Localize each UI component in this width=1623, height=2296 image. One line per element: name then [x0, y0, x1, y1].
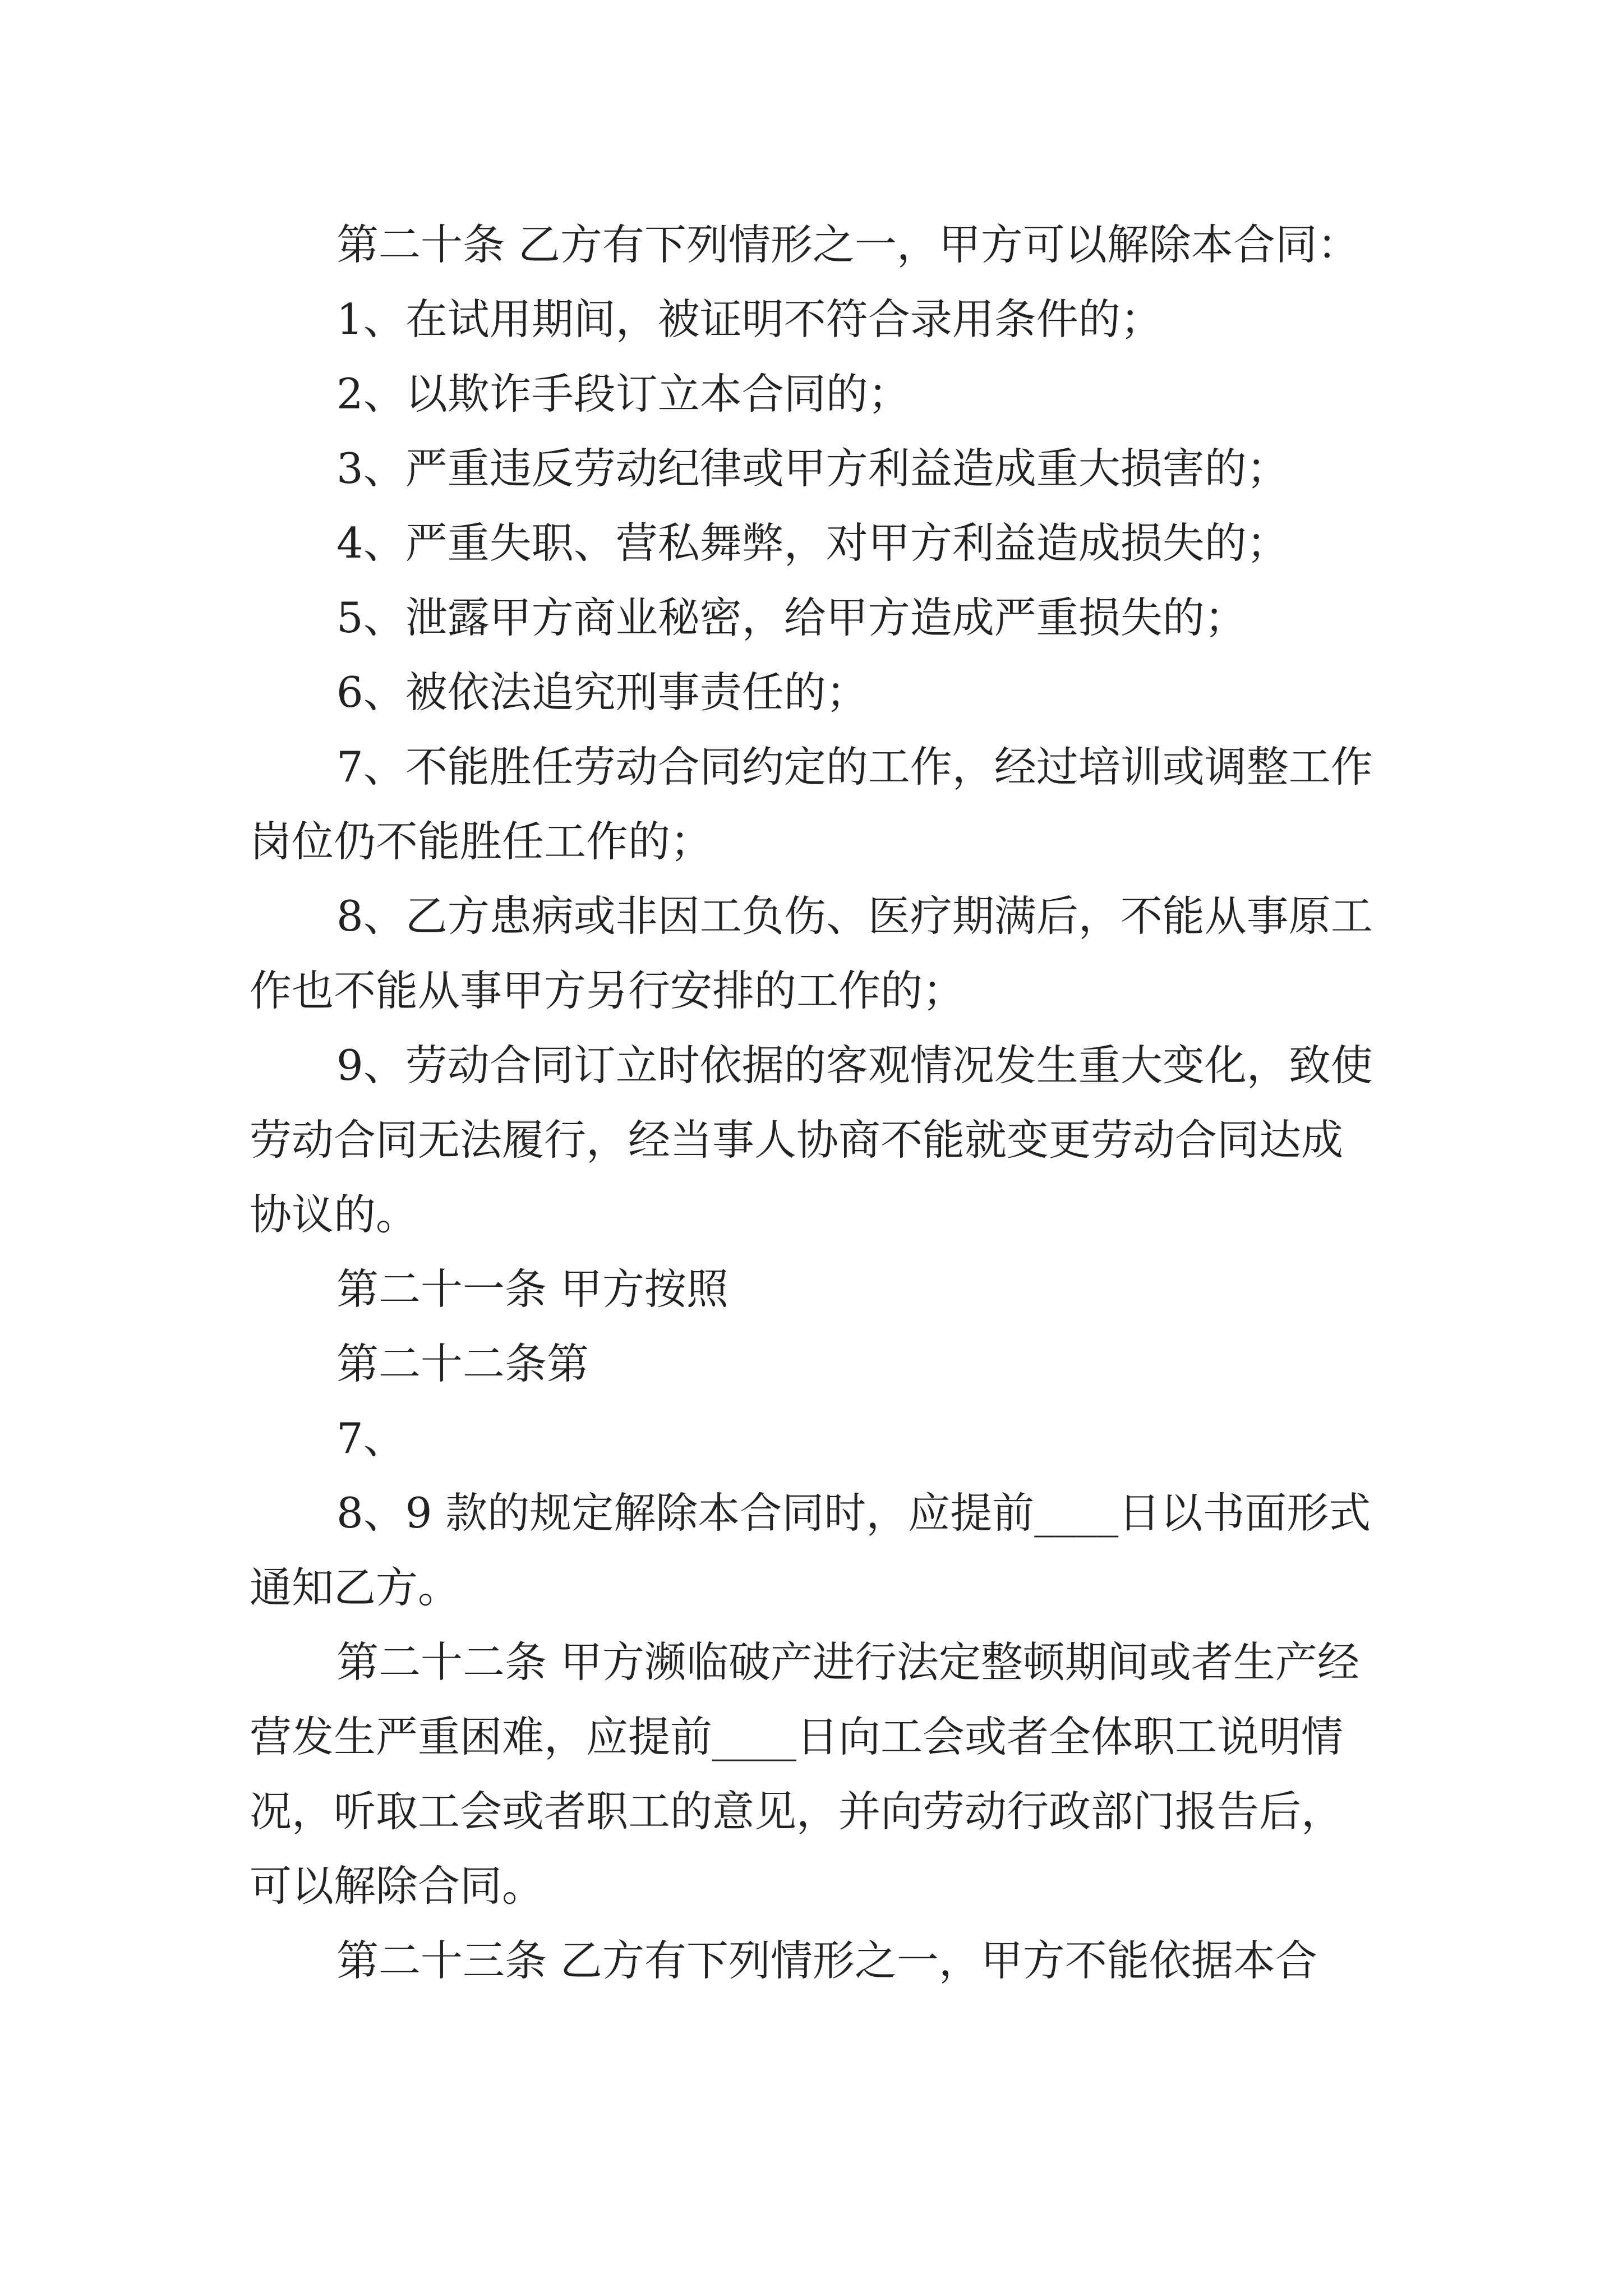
paragraph-item-7-ref: 7、	[336, 1414, 405, 1463]
paragraph-article-21: 第二十一条 甲方按照	[336, 1264, 728, 1314]
list-item-9: 9、劳动合同订立时依据的客观情况发生重大变化，致使劳动合同无法履行，经当事人协商不能就变更劳动合同达成协议的。	[250, 1041, 1373, 1239]
paragraph-article-20: 第二十条 乙方有下列情形之一，甲方可以解除本合同：	[336, 220, 1359, 269]
document-body	[250, 208, 1382, 1998]
list-item-3: 3、严重违反劳动纪律或甲方利益造成重大损害的；	[336, 444, 1289, 493]
list-item-7: 7、不能胜任劳动合同约定的工作，经过培训或调整工作岗位仍不能胜任工作的；	[250, 742, 1373, 866]
paragraph-article-22-ref: 第二十二条第	[336, 1339, 589, 1388]
paragraph-notice-clause: 8、9 款的规定解除本合同时，应提前____日以书面形式通知乙方。	[250, 1488, 1371, 1612]
list-item-8: 8、乙方患病或非因工负伤、医疗期满后，不能从事原工作也不能从事甲方另行安排的工作的；	[250, 891, 1373, 1015]
list-item-5: 5、泄露甲方商业秘密，给甲方造成严重损失的；	[336, 593, 1247, 642]
list-item-6: 6、被依法追究刑事责任的；	[336, 668, 868, 717]
list-item-1: 1、在试用期间，被证明不符合录用条件的；	[336, 295, 1163, 344]
paragraph-article-22: 第二十二条 甲方濒临破产进行法定整顿期间或者生产经营发生严重困难，应提前____日向工会或者全体职工说明情况，听取工会或者职工的意见，并向劳动行政部门报告后，可以解除合同。	[250, 1637, 1359, 1911]
list-item-4: 4、严重失职、营私舞弊，对甲方利益造成损失的；	[336, 518, 1289, 568]
paragraph-article-23: 第二十三条 乙方有下列情形之一，甲方不能依据本合	[336, 1936, 1317, 1985]
list-item-2: 2、以欺诈手段订立本合同的；	[336, 369, 910, 418]
